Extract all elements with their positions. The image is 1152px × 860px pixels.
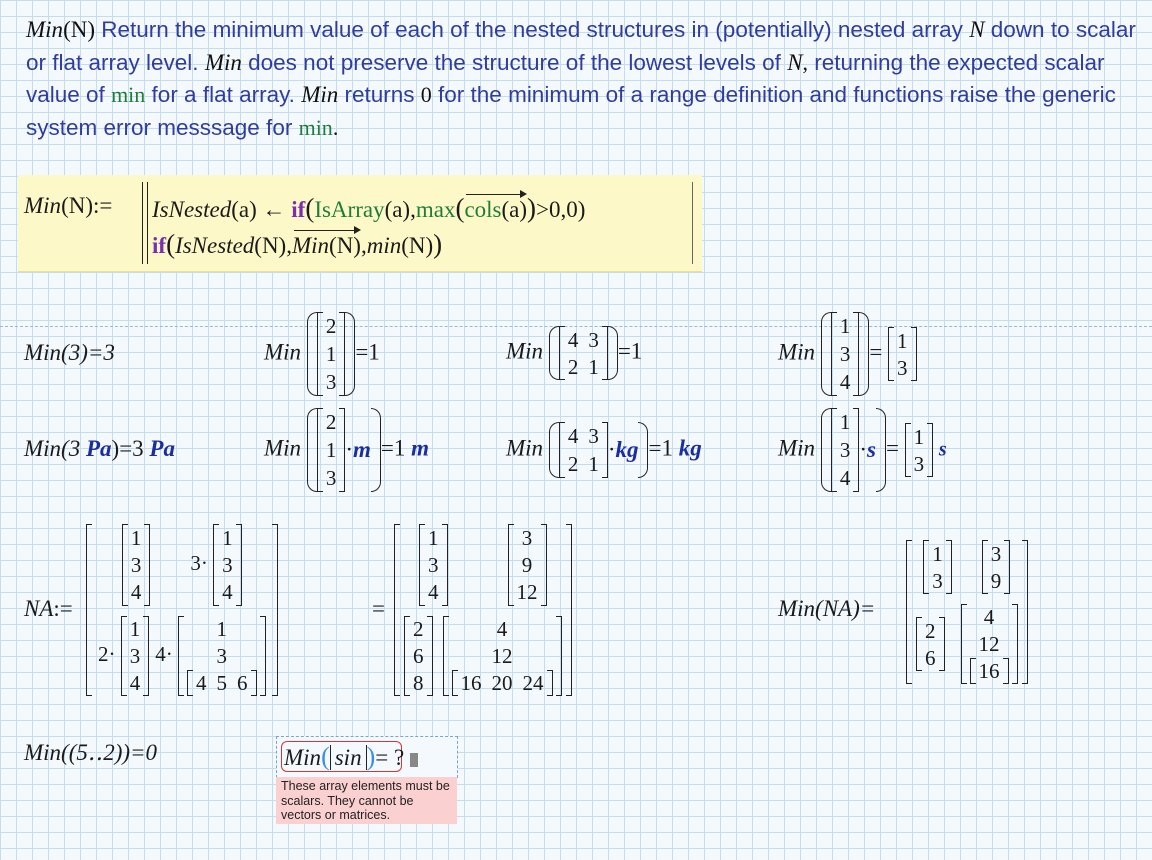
na-lhs[interactable]: NA:= bbox=[24, 596, 73, 621]
min-na-lhs[interactable]: Min(NA)= bbox=[778, 596, 876, 621]
placeholder-icon bbox=[410, 753, 418, 767]
error-tooltip: These array elements must be scalars. They cannot be vectors or matrices. bbox=[276, 777, 457, 824]
program-line-2[interactable]: if(IsNested(N),Min(N),min(N)) bbox=[152, 229, 443, 259]
example-min-pressure[interactable]: Min(3 Pa)=3 Pa bbox=[24, 436, 175, 461]
example-min-matrix[interactable]: Min 4 3 2 1 =1 bbox=[506, 327, 643, 379]
program-line-1[interactable]: IsNested(a) ← if(IsArray(a),max(cols(a))>0,0) bbox=[152, 193, 586, 223]
program-bar bbox=[142, 182, 148, 264]
example-min-nested[interactable]: Min 1 3 4 = 1 3 bbox=[778, 312, 917, 396]
min-na-result: 1 3 3 9 2 6 4 12 16 bbox=[906, 540, 1028, 684]
definition-lhs[interactable]: Min(N):= bbox=[24, 193, 113, 218]
error-expression[interactable]: Min( sin )= ? bbox=[284, 742, 418, 772]
description-text: Min(N) Return the minimum value of each of the nested structures in (potentially) nested array N down to scalar or flat array level. Min does not preserve the structure of the lowest levels of N, returning the expected scalar value of min for a flat array. Min returns 0 for the minimum of a range definition and functions raise the generic system error messsage for min. bbox=[26, 17, 1136, 140]
min-fn-name: Min bbox=[26, 17, 64, 42]
vectorize-arrow-2: Min(N) bbox=[291, 233, 361, 258]
example-min-3[interactable]: Min(3)=3 bbox=[24, 340, 115, 365]
example-min-matrix-kg[interactable]: Min 4 3 2 1 · kg =1 kg bbox=[506, 424, 702, 476]
program-end-bar bbox=[692, 182, 693, 264]
na-matrix[interactable]: 1 3 4 3· 1 3 4 2· 1 3 4 4· 1 3 4 5 6 bbox=[86, 524, 278, 696]
example-min-range[interactable]: Min((5‥2))=0 bbox=[24, 740, 158, 765]
example-min-vector[interactable]: Min 2 1 3 =1 bbox=[264, 314, 380, 394]
example-min-nested-s[interactable]: Min 1 3 4 · s = 1 3 s bbox=[778, 410, 947, 490]
example-min-vector-m[interactable]: Min 2 1 3 · m =1 m bbox=[264, 410, 429, 490]
na-result-matrix: 1 3 4 3 9 12 2 6 8 4 12 16 20 24 bbox=[394, 524, 572, 696]
vectorize-arrow: cols(a) bbox=[464, 197, 528, 222]
